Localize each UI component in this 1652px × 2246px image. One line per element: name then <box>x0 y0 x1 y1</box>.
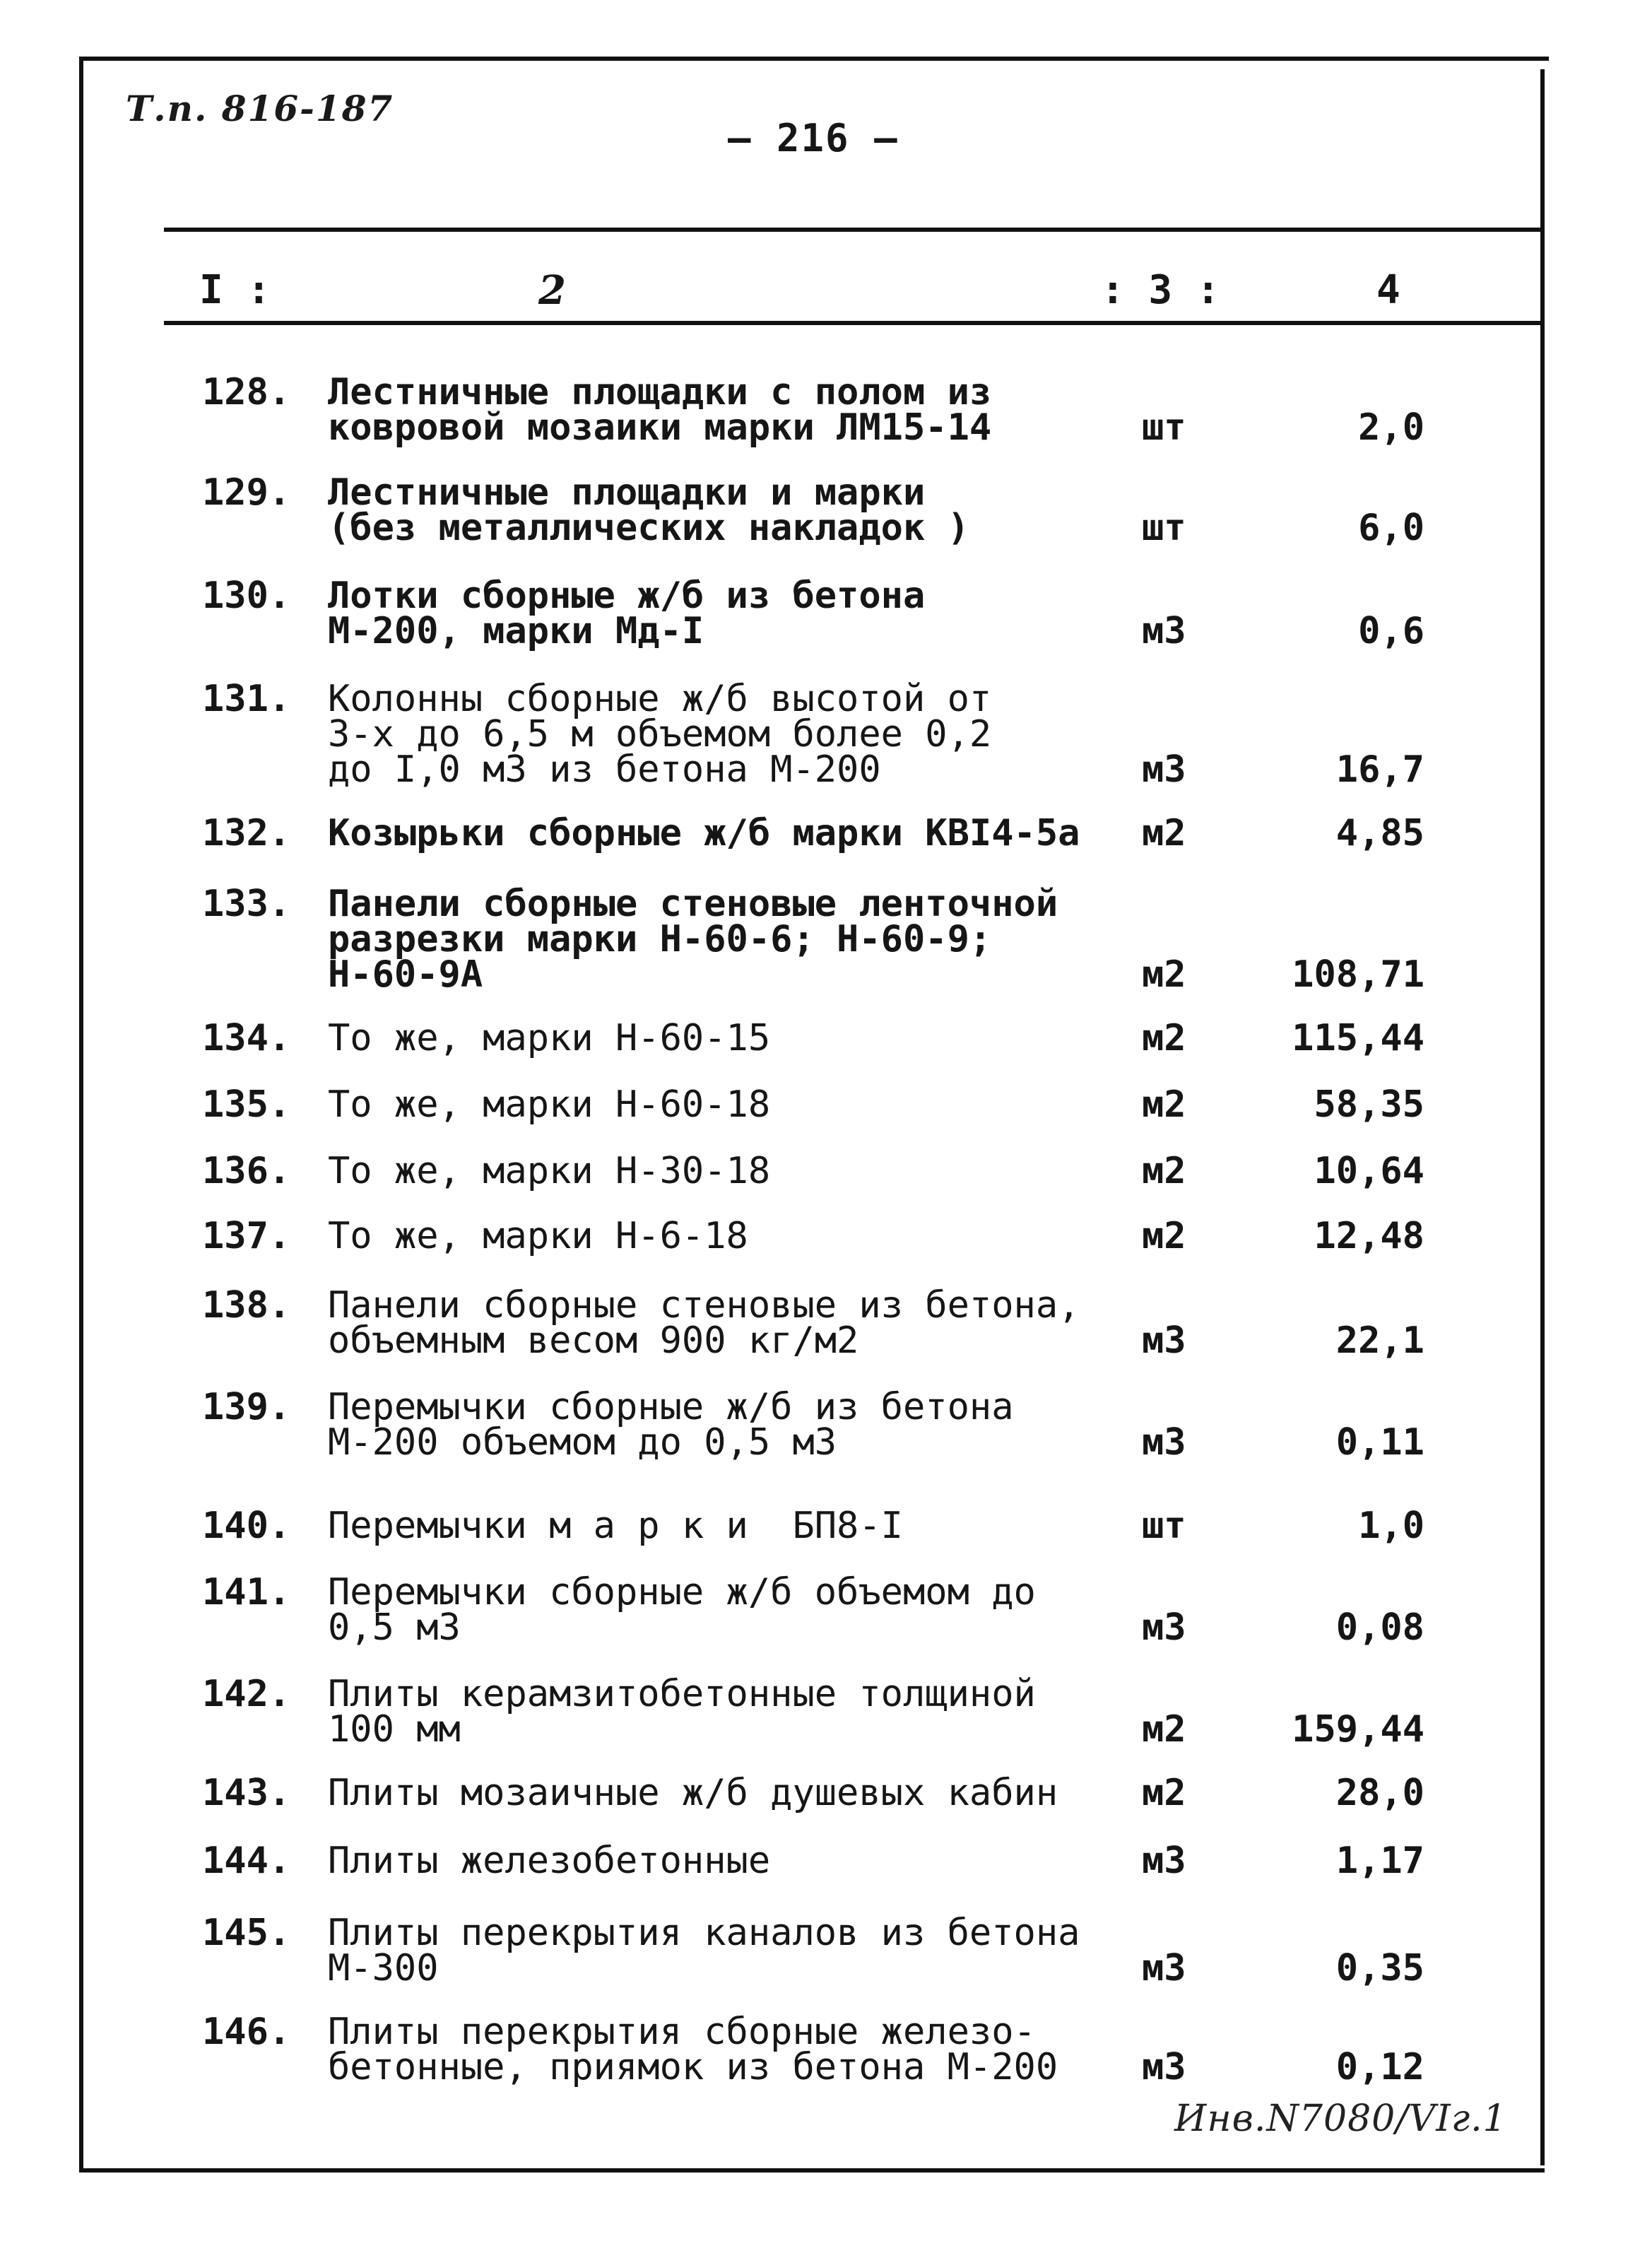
row-number: 143. <box>202 1772 291 1814</box>
row-number: 139. <box>202 1386 291 1428</box>
row-description: Лестничные площадки и марки (без металлических накладок ) <box>328 471 969 549</box>
row-number: 146. <box>202 2011 291 2053</box>
column-header-1: I : <box>199 267 271 313</box>
row-quantity: 28,0 <box>1335 1772 1424 1814</box>
row-number: 136. <box>202 1150 291 1192</box>
frame-top-border <box>79 57 1549 61</box>
row-number: 130. <box>202 575 291 617</box>
row-description: Лестничные площадки с полом из ковровой мозаики марки ЛМ15-14 <box>328 371 992 449</box>
row-quantity: 115,44 <box>1292 1017 1424 1059</box>
column-header-rule <box>164 321 1545 325</box>
row-unit: м2 <box>1142 1772 1186 1814</box>
row-number: 129. <box>202 471 291 514</box>
row-description: Плиты перекрытия каналов из бетона М-300 <box>328 1912 1080 1989</box>
row-unit: м3 <box>1142 1319 1186 1362</box>
row-description: Колонны сборные ж/б высотой от 3-х до 6,5 м объемом более 0,2 до I,0 м3 из бетона М-200 <box>328 678 992 791</box>
row-quantity: 159,44 <box>1292 1708 1424 1751</box>
column-header-2: 2 <box>538 267 566 314</box>
row-unit: м3 <box>1142 1840 1186 1882</box>
row-number: 144. <box>202 1840 291 1882</box>
row-quantity: 4,85 <box>1335 812 1424 854</box>
row-description: Козырьки сборные ж/б марки КВI4-5а <box>328 812 1080 854</box>
frame-left-border <box>79 57 83 2172</box>
row-number: 137. <box>202 1215 291 1257</box>
row-unit: м3 <box>1142 1947 1186 1989</box>
inventory-note: Инв.N7080/VIг.1 <box>1174 2098 1507 2140</box>
row-unit: м2 <box>1142 1083 1186 1126</box>
row-quantity: 6,0 <box>1358 507 1424 549</box>
frame-right-border <box>1540 69 1545 2165</box>
row-description: Лотки сборные ж/б из бетона М-200, марки Мд-I <box>328 575 926 652</box>
row-quantity: 2,0 <box>1358 406 1424 449</box>
header-rule <box>164 228 1545 232</box>
row-unit: шт <box>1142 507 1186 549</box>
row-quantity: 12,48 <box>1314 1215 1424 1257</box>
row-description: То же, марки Н-6-18 <box>328 1215 748 1257</box>
row-number: 132. <box>202 812 291 854</box>
row-unit: м3 <box>1142 748 1186 791</box>
row-unit: м3 <box>1142 1606 1186 1649</box>
row-number: 131. <box>202 678 291 720</box>
row-unit: м2 <box>1142 1017 1186 1059</box>
row-description: Перемычки сборные ж/б объемом до 0,5 м3 <box>328 1571 1036 1649</box>
row-unit: м2 <box>1142 1150 1186 1192</box>
column-header-4: 4 <box>1376 267 1400 313</box>
row-number: 138. <box>202 1284 291 1327</box>
row-unit: шт <box>1142 406 1186 449</box>
row-number: 142. <box>202 1673 291 1715</box>
row-quantity: 16,7 <box>1335 748 1424 791</box>
row-description: Перемычки м а р к и БП8-I <box>328 1505 903 1547</box>
row-quantity: 0,08 <box>1335 1606 1424 1649</box>
row-unit: м3 <box>1142 1421 1186 1464</box>
row-description: Плиты керамзитобетонные толщиной 100 мм <box>328 1673 1036 1751</box>
row-description: Панели сборные стеновые ленточной разрезки марки Н-60-6; Н-60-9; Н-60-9А <box>328 883 1058 996</box>
row-number: 145. <box>202 1912 291 1954</box>
row-quantity: 0,6 <box>1358 610 1424 652</box>
row-description: Перемычки сборные ж/б из бетона М-200 объемом до 0,5 м3 <box>328 1386 1014 1464</box>
row-quantity: 10,64 <box>1314 1150 1424 1192</box>
frame-bottom-border <box>79 2168 1545 2172</box>
column-header-3: : 3 : <box>1101 267 1220 313</box>
row-description: Плиты мозаичные ж/б душевых кабин <box>328 1772 1058 1814</box>
row-unit: м2 <box>1142 812 1186 854</box>
row-number: 128. <box>202 371 291 413</box>
row-unit: шт <box>1142 1505 1186 1547</box>
row-description: То же, марки Н-60-15 <box>328 1017 771 1059</box>
row-quantity: 0,12 <box>1335 2046 1424 2088</box>
row-unit: м2 <box>1142 953 1186 996</box>
row-quantity: 58,35 <box>1314 1083 1424 1126</box>
row-description: Плиты перекрытия сборные железо- бетонные, приямок из бетона М-200 <box>328 2011 1058 2088</box>
row-quantity: 1,0 <box>1358 1505 1424 1547</box>
row-number: 140. <box>202 1505 291 1547</box>
row-unit: м3 <box>1142 610 1186 652</box>
page-number: – 216 – <box>728 116 899 160</box>
row-quantity: 0,11 <box>1335 1421 1424 1464</box>
row-quantity: 1,17 <box>1335 1840 1424 1882</box>
row-description: Панели сборные стеновые из бетона, объемным весом 900 кг/м2 <box>328 1284 1080 1362</box>
row-description: То же, марки Н-60-18 <box>328 1083 771 1126</box>
row-quantity: 0,35 <box>1335 1947 1424 1989</box>
row-number: 134. <box>202 1017 291 1059</box>
row-number: 133. <box>202 883 291 925</box>
row-quantity: 108,71 <box>1292 953 1424 996</box>
row-quantity: 22,1 <box>1335 1319 1424 1362</box>
row-description: Плиты железобетонные <box>328 1840 771 1882</box>
row-description: То же, марки Н-30-18 <box>328 1150 771 1192</box>
row-unit: м3 <box>1142 2046 1186 2088</box>
row-unit: м2 <box>1142 1708 1186 1751</box>
row-number: 141. <box>202 1571 291 1613</box>
row-unit: м2 <box>1142 1215 1186 1257</box>
document-code: Т.п. 816-187 <box>126 88 394 129</box>
row-number: 135. <box>202 1083 291 1126</box>
